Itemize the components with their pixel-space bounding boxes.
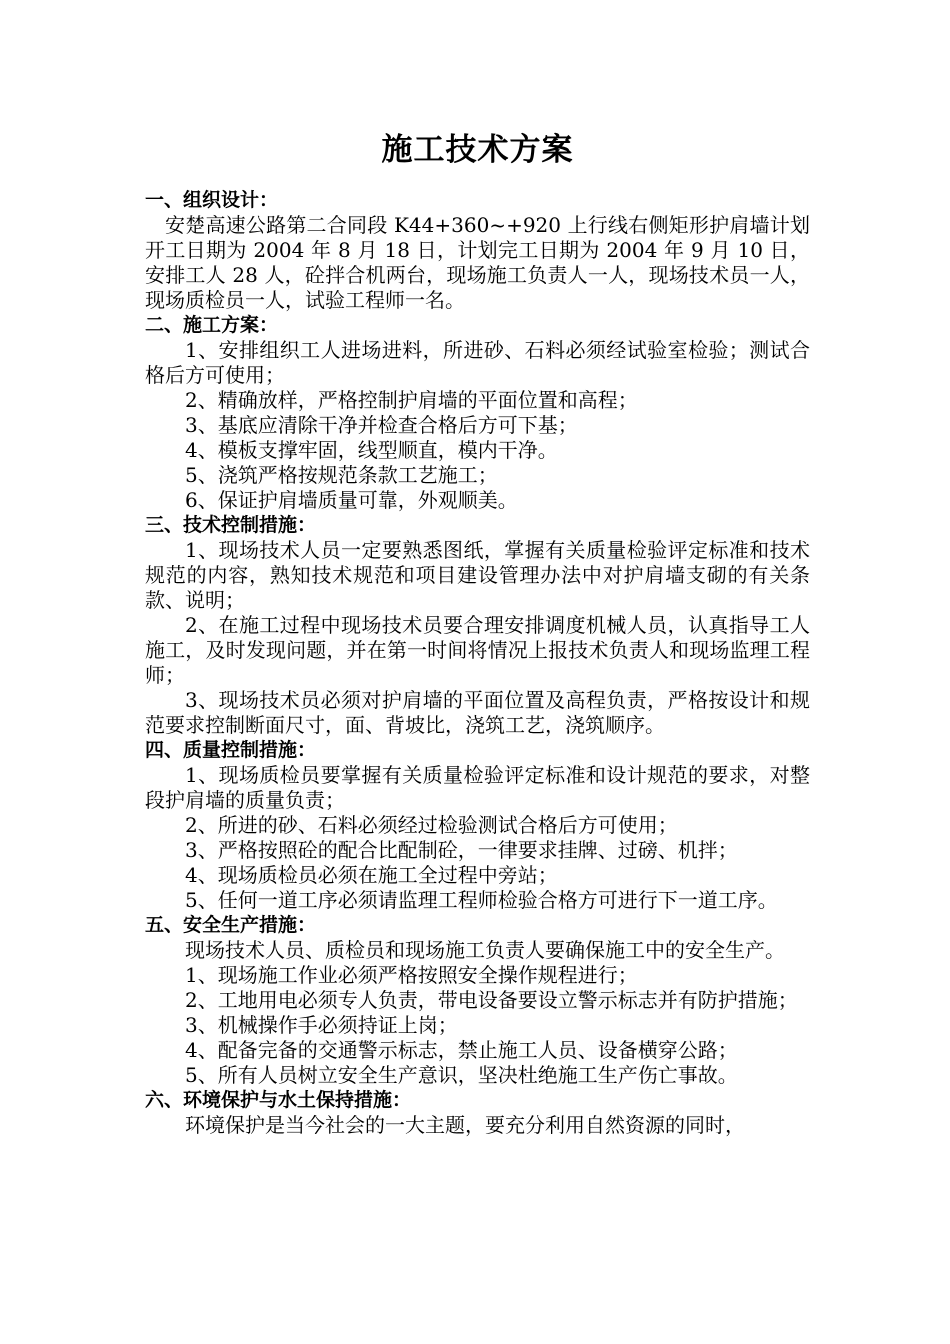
document-body [145,188,810,1138]
section-2 [145,313,810,513]
section-heading: 四、质量控制措施： [145,739,317,761]
section-paragraph: 1、现场质检员要掌握有关质量检验评定标准和设计规范的要求，对整段护肩墙的质量负责； [145,763,810,812]
section-paragraph: 3、基底应清除干净并检查合格后方可下基； [185,413,578,437]
section-paragraph: 2、所进的砂、石料必须经过检验测试合格后方可使用； [185,813,678,837]
section-paragraph: 2、在施工过程中现场技术员要合理安排调度机械人员，认真指导工人施工，及时发现问题，并在第一时间将情况上报技术负责人和现场监理工程师； [145,613,810,687]
section-5 [145,913,810,1088]
section-paragraph: 4、现场质检员必须在施工全过程中旁站； [185,863,558,887]
section-6 [145,1088,810,1138]
section-paragraph: 5、浇筑严格按规范条款工艺施工； [185,463,498,487]
section-paragraph: 3、机械操作手必须持证上岗； [185,1013,458,1037]
section-1 [145,188,810,313]
section-paragraph: 环境保护是当今社会的一大主题，要充分利用自然资源的同时， [185,1113,745,1137]
section-paragraph: 5、所有人员树立安全生产意识，坚决杜绝施工生产伤亡事故。 [185,1063,738,1087]
section-paragraph: 3、现场技术员必须对护肩墙的平面位置及高程负责，严格按设计和规范要求控制断面尺寸，面、背坡比，浇筑工艺，浇筑顺序。 [145,688,810,737]
section-heading: 二、施工方案： [145,314,279,336]
section-paragraph: 1、安排组织工人进场进料，所进砂、石料必须经试验室检验；测试合格后方可使用； [145,338,810,387]
section-paragraph: 5、任何一道工序必须请监理工程师检验合格方可进行下一道工序。 [185,888,778,912]
section-paragraph: 现场技术人员、质检员和现场施工负责人要确保施工中的安全生产。 [185,938,785,962]
section-4 [145,738,810,913]
section-3 [145,513,810,738]
section-heading: 一、组织设计： [145,189,279,211]
section-paragraph: 4、模板支撑牢固，线型顺直，模内干净。 [185,438,558,462]
section-paragraph: 3、严格按照砼的配合比配制砼，一律要求挂牌、过磅、机拌； [185,838,738,862]
section-paragraph: 2、精确放样，严格控制护肩墙的平面位置和高程； [185,388,638,412]
section-paragraph: 1、现场施工作业必须严格按照安全操作规程进行； [185,963,638,987]
section-paragraph: 安楚高速公路第二合同段 K44+360~+920 上行线右侧矩形护肩墙计划开工日期为 2004 年 8 月 18 日，计划完工日期为 2004 年 9 月 10 日，安排工人 28 人，砼拌合机两台，现场施工负责人一人，现场技术员一人，现场质检员一人，试验工程师一名。 [145,213,810,312]
section-paragraph: 4、配备完备的交通警示标志，禁止施工人员、设备横穿公路； [185,1038,738,1062]
document-page [145,128,810,1138]
section-paragraph: 2、工地用电必须专人负责，带电设备要设立警示标志并有防护措施； [185,988,798,1012]
section-paragraph: 1、现场技术人员一定要熟悉图纸，掌握有关质量检验评定标准和技术规范的内容，熟知技术规范和项目建设管理办法中对护肩墙支砌的有关条款、说明； [145,538,810,612]
section-heading: 六、环境保护与水土保持措施： [145,1089,412,1111]
section-heading: 五、安全生产措施： [145,914,317,936]
section-heading: 三、技术控制措施： [145,514,317,536]
page-title: 施工技术方案 [381,132,574,168]
section-paragraph: 6、保证护肩墙质量可靠，外观顺美。 [185,488,518,512]
